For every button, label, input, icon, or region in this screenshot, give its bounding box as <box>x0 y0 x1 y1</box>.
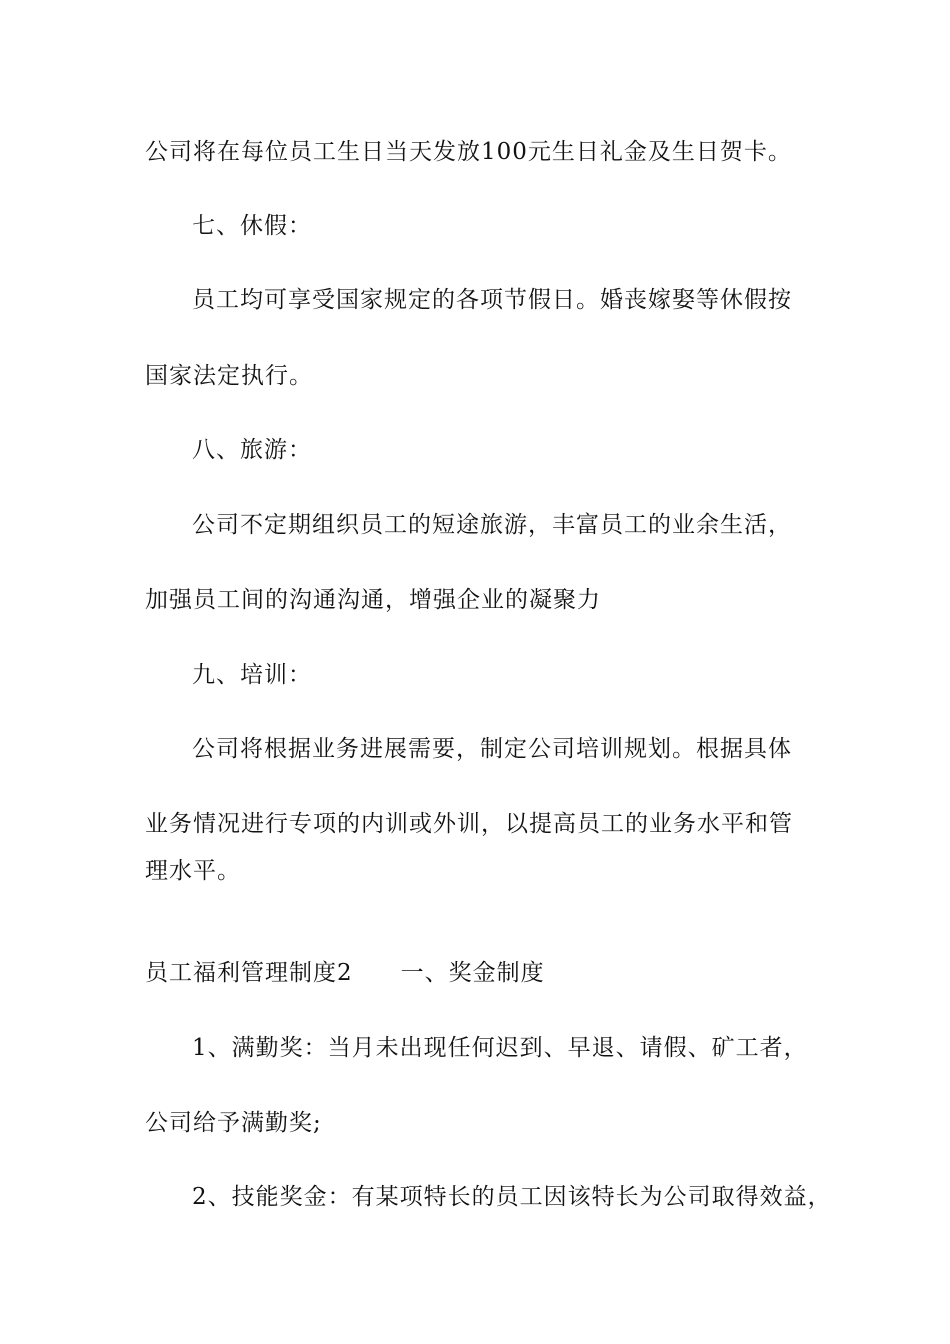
paragraph-line: 公司将在每位员工生日当天发放100元生日礼金及生日贺卡。 <box>145 139 792 165</box>
section-heading-training: 九、培训： <box>192 662 312 688</box>
paragraph-line: 理水平。 <box>145 858 241 884</box>
paragraph-line: 公司不定期组织员工的短途旅游，丰富员工的业余生活， <box>192 512 792 538</box>
paragraph-line: 1、满勤奖：当月未出现任何迟到、早退、请假、矿工者， <box>192 1035 808 1061</box>
section-heading-vacation: 七、休假： <box>192 213 312 239</box>
section-heading-bonus: 一、奖金制度 <box>400 960 545 986</box>
paragraph-line: 员工均可享受国家规定的各项节假日。婚丧嫁娶等休假按 <box>192 287 792 313</box>
document-subtitle-line <box>145 958 545 988</box>
paragraph-line: 加强员工间的沟通沟通，增强企业的凝聚力 <box>145 587 601 613</box>
paragraph-line: 公司给予满勤奖; <box>145 1110 322 1136</box>
section-heading-travel: 八、旅游： <box>192 437 312 463</box>
paragraph-line: 国家法定执行。 <box>145 363 313 389</box>
paragraph-line: 业务情况进行专项的内训或外训，以提高员工的业务水平和管 <box>145 811 793 837</box>
document-subtitle: 员工福利管理制度2 <box>145 960 353 986</box>
paragraph-line: 2、技能奖金：有某项特长的员工因该特长为公司取得效益， <box>192 1184 832 1210</box>
paragraph-line: 公司将根据业务进展需要，制定公司培训规划。根据具体 <box>192 736 792 762</box>
